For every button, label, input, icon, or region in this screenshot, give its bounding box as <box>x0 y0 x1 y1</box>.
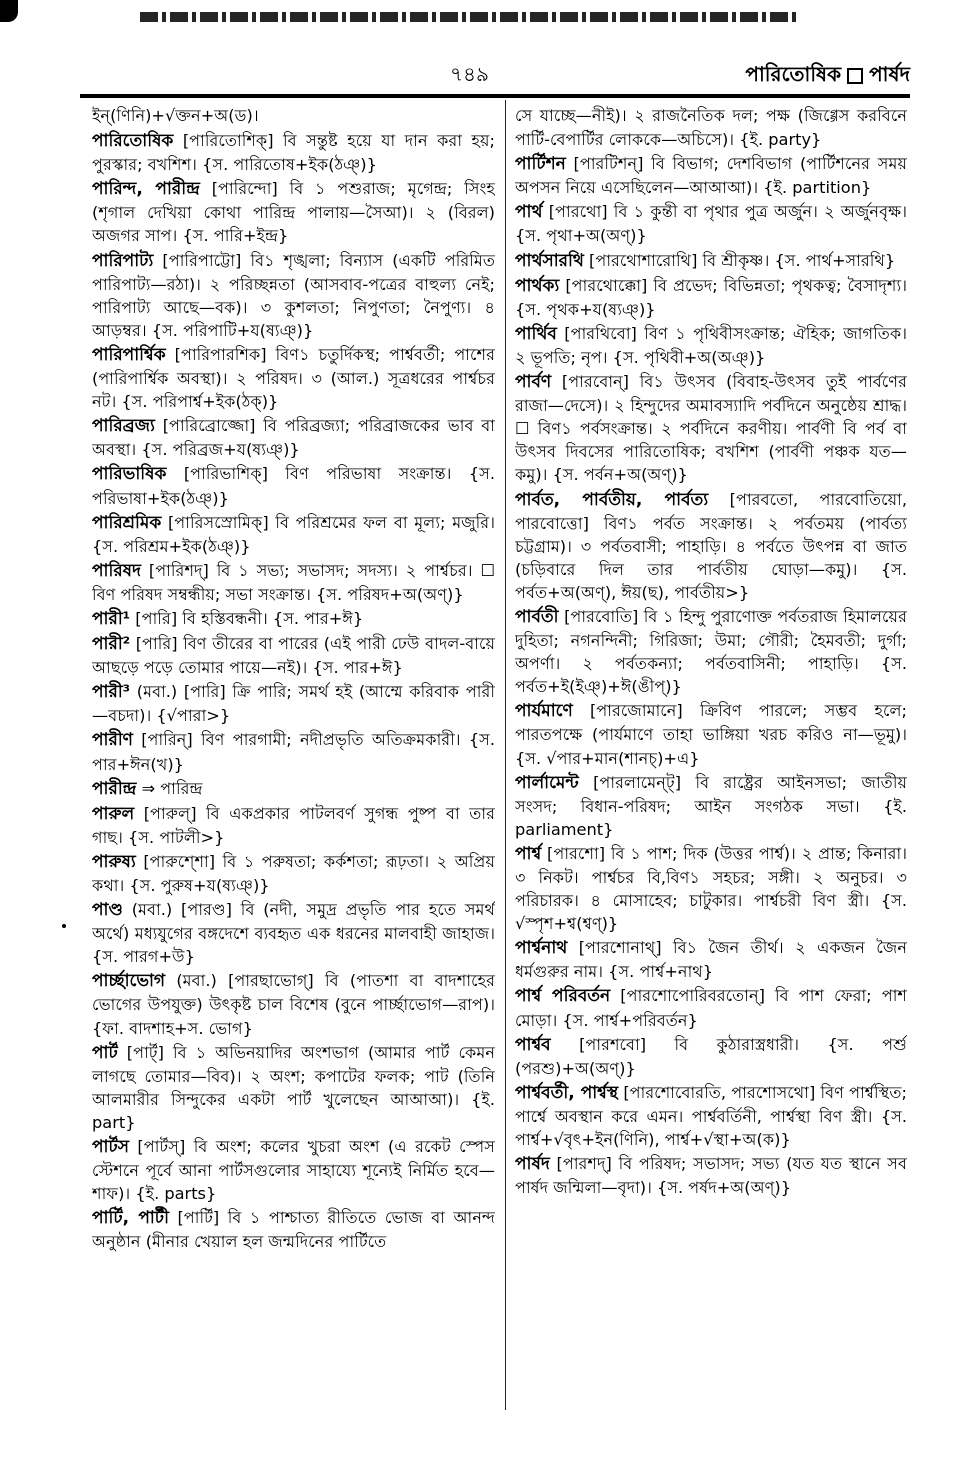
entry-definition: [পার্টস্] বি অংশ; কলের খুচরা অংশ (এ রকেট স্পেস স্টেশনে পূর্বে আনা পার্টসগুলোর সাহায্যে শূন্যেই নির্মিত হবে—শাফ)। {ই. parts} <box>92 1137 495 1204</box>
entry-definition: (মবা.) [পারণ্ড] বি (নদী, সমুদ্র প্রভৃতি পার হতে সমর্থ অর্থে) মধ্যযুগের বঙ্গদেশে ব্যবহৃত এক ধরনের মালবাহী জাহাজ। {স. পারগ+উ} <box>92 900 495 967</box>
entry-headword: পার্চ্ছাভোগ <box>92 971 166 992</box>
entry-definition: [পারিতোশিক্] বি সন্তুষ্ট হয়ে যা দান করা হয়; পুরস্কার; বখশিশ। {স. পারিতোষ+ইক(ঠঞ্)} <box>92 131 495 175</box>
margin-dot <box>62 924 66 928</box>
entry-definition: [পারিশদ্] বি ১ সভ্য; সভাসদ; সদস্য। ২ পার্শ্বচর। ☐ বিণ পরিষদ সম্বন্ধীয়; সভা সংক্রান্ত। {স. পরিষদ+অ(অণ্)} <box>92 560 495 604</box>
running-head-last-word: পার্ষদ <box>869 62 910 86</box>
dictionary-entry <box>515 1152 907 1199</box>
entry-headword: পার্শ্ব পরিবর্তন <box>515 986 611 1007</box>
right-column <box>515 104 907 1454</box>
dictionary-entry <box>515 771 907 841</box>
entry-definition: [পারিন্দো] বি ১ পশুরাজ; মৃগেন্দ্র; সিংহ (শৃগাল দেখিয়া কোথা পারিন্দ্র পালায়—সৈআ)। ২ (বিরল) অজগর সাপ। {স. পারি+ইন্দ্র} <box>92 179 495 246</box>
entry-definition: [পারি] বিণ তীরের বা পারের (এই পারী ঢেউ বাদল-বায়ে আছড়ে পড়ে তোমার পায়ে—নই)। {স. পার+ঈ} <box>92 634 495 678</box>
entry-headword: পারী³ <box>92 682 131 703</box>
dictionary-entry <box>92 1041 495 1134</box>
entry-definition: [পারশোবোরতি, পারশোসথো] বিণ পার্শ্বস্থিত; পার্শ্বে অবস্থান করে এমন। পার্শ্ববর্তিনী, পার্শ্বস্থা বিণ স্ত্রী। {স. পার্শ্ব+√বৃৎ+ইন(ণিনি), পার্শ্ব+√স্থা+অ(ক)} <box>515 1082 907 1150</box>
dictionary-entry <box>515 699 907 769</box>
entry-definition: [পারবতো, পারবোতিয়ো, পারবোত্তো] বিণ১ পর্বত সংক্রান্ত। ২ পর্বতময় (পার্বত্য চট্টগ্রাম)। ৩ পর্বতবাসী; পাহাড়ি। ৪ পর্বতে উৎপন্ন বা জাত (চড়িবারে দিল তার পার্বতীয় ঘোড়া—কমু)। {স. পর্বত+অ(অণ্), ঈয়(ছ), পার্বতীয়>} <box>515 489 907 602</box>
entry-headword: পারী¹ <box>92 608 131 629</box>
dictionary-entry <box>92 728 495 775</box>
dictionary-entry <box>515 936 907 983</box>
entry-definition: [পারবোতি] বি ১ হিন্দু পুরাণোক্ত পর্বতরাজ হিমালয়ের দুহিতা; নগনন্দিনী; গিরিজা; উমা; গৌরী; হৈমবতী; দুর্গা; অপর্ণা। ২ পর্বতকন্যা; পর্বতবাসিনী; পাহাড়ি। {স. পর্বত+ই(ইঞ্)+ঈ(ঙীপ্)} <box>515 606 907 697</box>
entry-definition: [পারশবো] বি কুঠারাস্ত্রধারী। {স. পর্শু (পরশু)+অ(অণ্)} <box>515 1034 907 1078</box>
entry-headword: পার্থ <box>515 202 543 223</box>
dictionary-entry <box>92 898 495 968</box>
entry-definition: [পারিপারশিক] বিণ১ চতুর্দিকস্থ; পার্শ্ববর্তী; পাশের (পারিপার্শ্বিক অবস্থা)। ২ পরিষদ। ৩ (আল.) সূত্রধরের পার্শ্বচর নট। {স. পরিপার্শ্ব+ইক(ঠক্)} <box>92 344 495 412</box>
dictionary-entry <box>92 249 495 342</box>
entry-headword: পাণ্ড <box>92 900 123 921</box>
scan-dashed-edge <box>140 12 800 22</box>
entry-definition: ইন্(ণিনি)+√ক্তন+অ(ড)। <box>92 106 259 125</box>
entry-definition: [পারবোন্] বি১ উৎসব (বিবাহ-উৎসব তুই পার্বণের রাজা—দেসে)। ২ হিন্দুদের অমাবস্যাদি পর্বদিনে অনুষ্ঠেয় শ্রাদ্ধ। ☐ বিণ১ পর্বসংক্রান্ত। ২ পর্বদিনে করণীয়। পার্বণী বি পর্ব বা উৎসব দিবসের পারিতোষিক; বখশিশ (পার্বণী পঞ্চক যত—কমু)। {স. পর্বন+অ(অণ্)} <box>515 372 907 485</box>
entry-headword: পারিষদ <box>92 560 141 581</box>
dictionary-entry <box>515 1033 907 1080</box>
dictionary-entry <box>92 414 495 461</box>
left-column <box>92 104 495 1454</box>
entry-headword: পারুষ্য <box>92 851 136 872</box>
dictionary-entry <box>515 104 907 151</box>
entry-headword: পার্টস <box>92 1137 129 1158</box>
running-head-first-word: পারিতোষিক <box>745 62 842 86</box>
entry-headword: পার্শ্ববর্তী, পার্শ্বস্থ <box>515 1082 619 1103</box>
entry-definition: [পারশদ্] বি পরিষদ; সভাসদ; সভ্য (যত যত স্থানে সব পার্ষদ জন্মিলা—বৃদা)। {স. পর্ষদ+অ(অণ্)} <box>515 1154 907 1198</box>
entry-definition: [পারুল্] বি একপ্রকার পাটলবর্ণ সুগন্ধ পুষ্প বা তার গাছ। {স. পাটলী>} <box>92 803 495 847</box>
entry-headword: পার্বতী <box>515 606 559 627</box>
page-number: ৭৪৯ <box>450 62 489 86</box>
entry-headword: পার্লামেন্ট <box>515 772 579 793</box>
dictionary-entry <box>92 129 495 176</box>
entry-definition: [পারশোপোরিবরতোন্] বি পাশ ফেরা; পাশ মোড়া। {স. পার্শ্ব+পরিবর্তন} <box>515 986 907 1030</box>
entry-definition: [পারিব্রোজ্জো] বি পরিব্রজ্যা; পরিব্রাজকের ভাব বা অবস্থা। {স. পরিব্রজ+য(ষ্যঞ্)} <box>92 416 495 460</box>
dictionary-entry <box>92 777 495 801</box>
dictionary-entry <box>515 605 907 698</box>
dictionary-entry <box>515 249 907 273</box>
entry-definition: [পারি] বি হস্তিবন্ধনী। {স. পার+ঈ} <box>130 608 364 628</box>
entry-headword: পারিতোষিক <box>92 131 174 152</box>
dictionary-entry <box>515 370 907 486</box>
entry-definition: [পারশোনাথ্] বি১ জৈন তীর্থ। ২ একজন জৈন ধর্মগুরুর নাম। {স. পার্শ্ব+নাথ} <box>515 938 907 982</box>
entry-headword: পার্ষদ <box>515 1154 550 1175</box>
dictionary-entry <box>92 607 495 631</box>
dictionary-entry <box>515 274 907 321</box>
entry-definition: [পারলামেন্ট্] বি রাষ্ট্রের আইনসভা; জাতীয় সংসদ; বিধান-পরিষদ; আইন সংগঠক সভা। {ই. parliament} <box>515 772 907 839</box>
dictionary-entry <box>92 559 495 606</box>
entry-headword: পারিন্দ, পারীন্দ্র <box>92 179 200 200</box>
entry-headword: পারীন্দ্র <box>92 778 137 799</box>
entry-headword: পার্শ্ব <box>515 843 542 864</box>
dictionary-entry <box>515 488 907 604</box>
entry-headword: পারিপার্শ্বিক <box>92 344 166 365</box>
entry-headword: পারী² <box>92 634 131 655</box>
entry-headword: পারুল <box>92 803 135 824</box>
entry-headword: পার্বণ <box>515 372 552 393</box>
entry-headword: পার্শ্বনাথ <box>515 938 568 959</box>
entry-headword: পার্থসারথি <box>515 250 584 271</box>
dictionary-entry <box>92 177 495 247</box>
dictionary-entry <box>92 680 495 727</box>
entry-definition: [পারশো] বি ১ পাশ; দিক (উত্তর পার্শ্ব)। ২ প্রান্ত; কিনারা। ৩ নিকট। পার্শ্বচর বি,বিণ১ সহচর; সঙ্গী। ২ অনুচর। ৩ পরিচারক। ৪ মোসাহেব; চাটুকার। পার্শ্বচরী বিণ স্ত্রী। {স. √স্পৃশ+শ্ব(শ্বণ্)} <box>515 843 907 934</box>
running-head <box>745 60 910 93</box>
entry-definition: ⇒ পারিন্দ্র <box>136 778 203 798</box>
entry-headword: পারিভাষিক <box>92 464 167 485</box>
dictionary-entry <box>515 842 907 935</box>
box-separator-icon <box>847 68 863 84</box>
dictionary-entry <box>92 632 495 679</box>
entry-headword: পার্থিব <box>515 323 557 344</box>
page-header <box>80 60 910 90</box>
entry-headword: পার্ট <box>92 1042 118 1063</box>
dictionary-entry <box>92 969 495 1039</box>
entry-definition: [পারিভাশিক্] বিণ পরিভাষা সংক্রান্ত। {স. পরিভাষা+ইক(ঠঞ্)} <box>92 464 495 508</box>
entry-headword: পার্বত, পার্বতীয়, পার্বত্য <box>515 489 709 510</box>
dictionary-entry <box>92 343 495 413</box>
dictionary-entry <box>92 1206 495 1253</box>
entry-definition: [পার্টি] বি ১ পাশ্চাত্য রীতিতে ভোজ বা আনন্দ অনুষ্ঠান (মীনার খেয়াল হল জন্মদিনের পার্টিতে <box>92 1208 495 1252</box>
entry-definition: [পারথো] বি ১ কুন্তী বা পৃথার পুত্র অর্জুন। ২ অর্জুনবৃক্ষ। {স. পৃথা+অ(অণ্)} <box>515 202 907 246</box>
dictionary-entry <box>92 1135 495 1205</box>
entry-headword: পার্টিশন <box>515 154 566 175</box>
entry-definition: [পারথোশারোথি] বি শ্রীকৃষ্ণ। {স. পার্থ+সারথি} <box>583 250 896 270</box>
column-divider <box>505 100 506 1410</box>
entry-headword: পারিব্রজ্য <box>92 416 155 437</box>
entry-definition: [পারথোক্কো] বি প্রভেদ; বিভিন্নতা; পৃথকত্ব; বৈসাদৃশ্য। {স. পৃথক+য(ষ্যঞ্)} <box>515 275 907 319</box>
dictionary-entry <box>92 802 495 849</box>
entry-definition: [পারিপাট্টো] বি১ শৃঙ্খলা; বিন্যাস (একটি পরিমিত পারিপাট্য—রঠা)। ২ পরিচ্ছন্নতা (আসবাব-পত্রের বাহুল্য নেই; পারিপাট্য আছে—বক)। ৩ কুশলতা; নিপুণতা; নৈপুণ্য। ৪ আড়ম্বর। {স. পরিপাটি+য(ষ্যঞ্)} <box>92 250 495 340</box>
entry-definition: (মবা.) [পারি] ক্রি পারি; সমর্থ হই (আম্মে করিবাক পারী—বচদা)। {√পারা>} <box>92 682 495 726</box>
entry-definition: [পারুশ্শো] বি ১ পরুষতা; কর্কশতা; রূঢ়তা। ২ অপ্রিয় কথা। {স. পুরুষ+য(ষ্যঞ্)} <box>92 851 495 895</box>
dictionary-entry <box>515 322 907 369</box>
entry-headword: পার্টি, পার্টী <box>92 1208 169 1229</box>
dictionary-entry <box>515 1081 907 1151</box>
entry-definition: [পারথিবো] বিণ ১ পৃথিবীসংক্রান্ত; ঐহিক; জাগতিক। ২ ভূপতি; নৃপ। {স. পৃথিবী+অ(অঞ্)} <box>515 323 907 367</box>
entry-headword: পারিশ্রমিক <box>92 512 162 533</box>
entry-definition: [পার্ট্] বি ১ অভিনয়াদির অংশভাগ (আমার পার্ট কেমন লাগছে তোমার—বিব)। ২ অংশ; কপাটের ফলক; পাট (তিনি আলমারীর সিন্দুকের একটা পার্ট খুলেছেন আআআ)। {ই. part} <box>92 1042 495 1132</box>
entry-definition: [পারটিশন্] বি বিভাগ; দেশবিভাগ (পার্টিশনের সময় অপসন নিয়ে এসেছিলেন—আআআ)। {ই. partition} <box>515 154 907 198</box>
dictionary-entry <box>92 104 495 128</box>
dictionary-entry <box>515 152 907 199</box>
entry-definition: [পারিসস্রোমিক্] বি পরিশ্রমের ফল বা মূল্য; মজুরি। {স. পরিশ্রম+ইক(ঠঞ্)} <box>92 512 495 556</box>
entry-headword: পারীণ <box>92 730 133 751</box>
scan-corner-mark <box>0 0 18 22</box>
entry-definition: সে যাচ্ছে—নীই)। ২ রাজনৈতিক দল; পক্ষ (জিগ্গেস করবিনে পার্টি-বেপার্টির লোককে—অচিসে)। {ই. party} <box>515 106 907 150</box>
dictionary-entry <box>92 511 495 558</box>
entry-headword: পার্যমাণে <box>515 701 573 722</box>
entry-definition: [পারজোমানে] ক্রিবিণ পারলে; সম্ভব হলে; পারতপক্ষে (পার্যমাণে তাহা ভাঙ্গিয়া খরচ করিও না—ভূমু)। {স. √পার+মান(শানচ্)+এ} <box>515 701 907 768</box>
entry-headword: পার্শ্বব <box>515 1034 551 1055</box>
dictionary-entry <box>92 850 495 897</box>
dictionary-entry <box>92 462 495 509</box>
entry-headword: পার্থক্য <box>515 275 560 296</box>
entry-headword: পারিপাট্য <box>92 250 154 271</box>
dictionary-entry <box>515 200 907 247</box>
entry-definition: (মবা.) [পারছাভোগ্] বি (পাতশা বা বাদশাহের ভোগের উপযুক্ত) উৎকৃষ্ট চাল বিশেষ (বুনে পার্চ্ছাভোগ—রাপ)। {ফা. বাদশাহ+স. ভোগ} <box>92 971 495 1038</box>
entry-definition: [পারিন্] বিণ পারগামী; নদীপ্রভৃতি অতিক্রমকারী। {স. পার+ঈন(খ)} <box>92 730 495 774</box>
scan-top-border <box>0 0 960 40</box>
dictionary-entry <box>515 984 907 1031</box>
header-rule <box>80 94 910 98</box>
